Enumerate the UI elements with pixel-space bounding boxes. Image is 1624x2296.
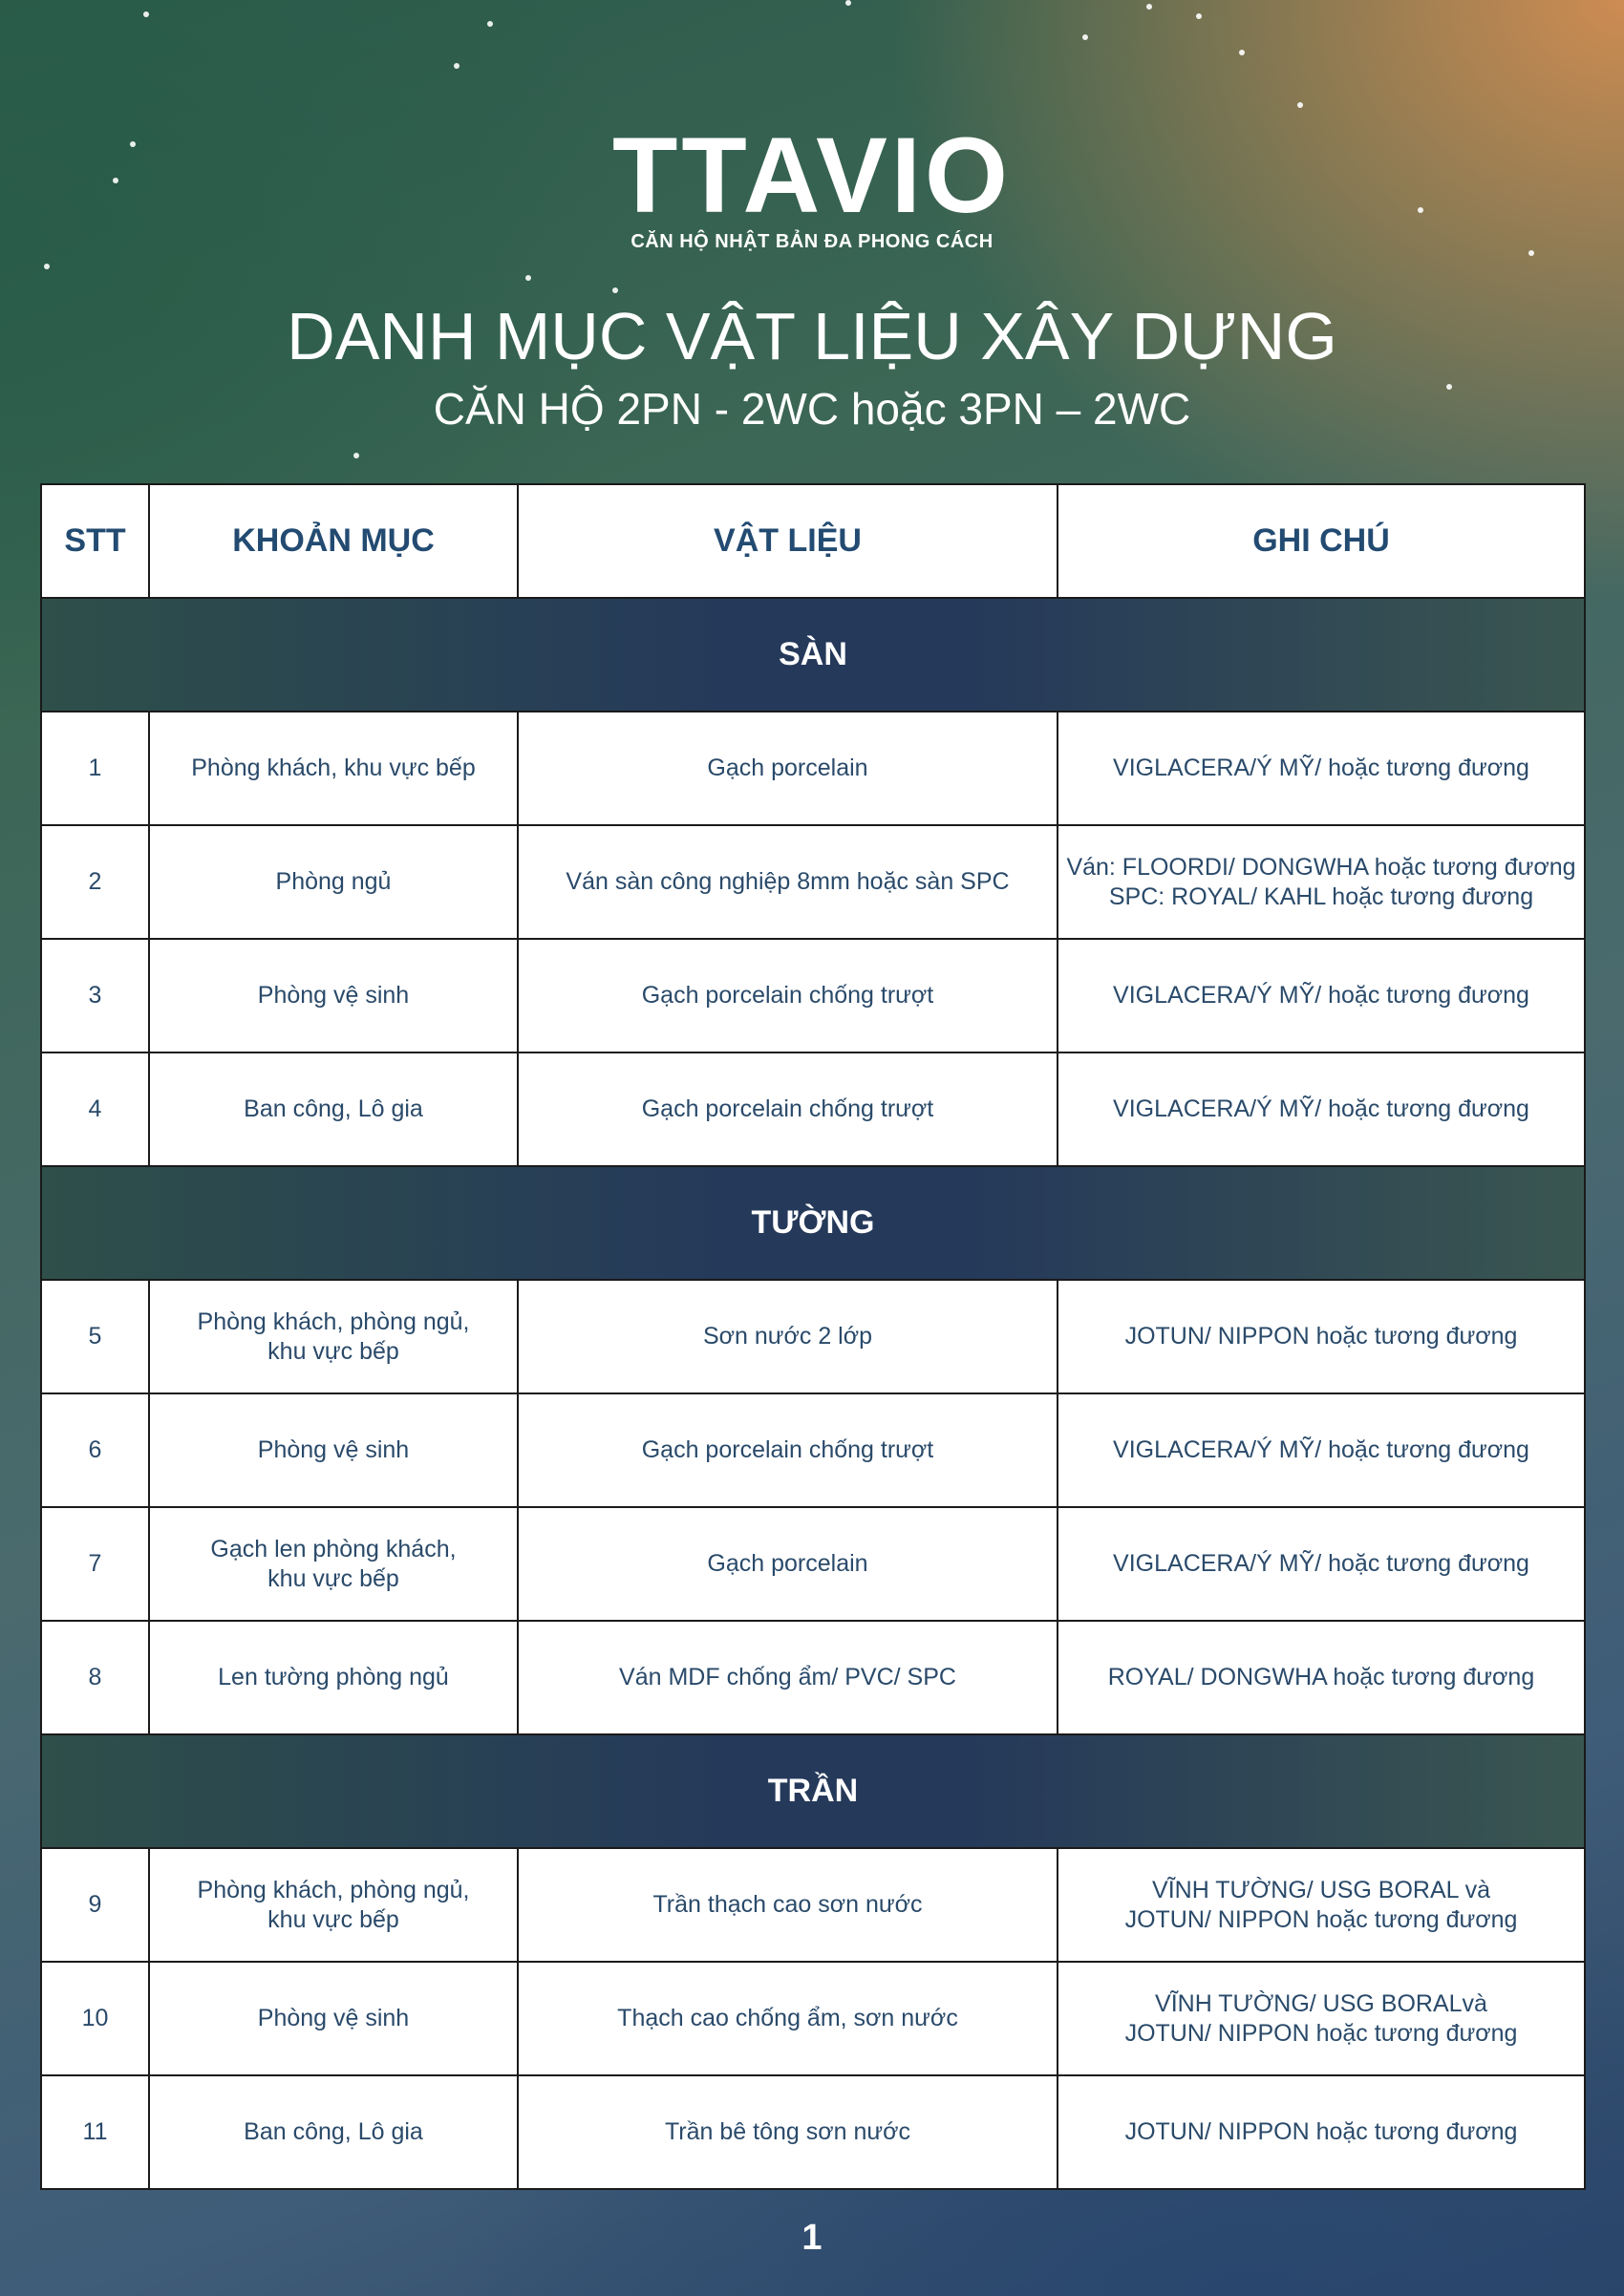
cell-note-line: JOTUN/ NIPPON hoặc tương đương [1124,1323,1518,1350]
cell-item-line: Phòng vệ sinh [257,982,410,1009]
cell-note [1058,712,1585,825]
cell-note [1058,2075,1585,2189]
cell-item-line: Phòng khách, phòng ngủ, [197,1307,470,1335]
table-header-row [41,484,1585,598]
cell-item [149,712,518,825]
cell-material: Gạch porcelain chống trượt [518,1052,1058,1166]
cell-note [1058,1621,1585,1734]
cell-note-line: JOTUN/ NIPPON hoặc tương đương [1124,2019,1518,2047]
cell-stt: 4 [41,1052,149,1166]
cell-material: Trần thạch cao sơn nước [518,1848,1058,1962]
cell-note [1058,1962,1585,2075]
cell-material: Sơn nước 2 lớp [518,1280,1058,1393]
cell-note [1058,939,1585,1052]
cell-stt: 10 [41,1962,149,2075]
cell-note-line: VIGLACERA/Ý MỸ/ hoặc tương đương [1113,755,1529,781]
cell-stt: 2 [41,825,149,939]
cell-stt: 6 [41,1393,149,1507]
cell-note [1058,1280,1585,1393]
cell-material: Gạch porcelain [518,1507,1058,1621]
document-title: DANH MỤC VẬT LIỆU XÂY DỰNG [287,299,1337,373]
table-row [41,939,1585,1052]
cell-material: Thạch cao chống ẩm, sơn nước [518,1962,1058,2075]
cell-material: Trần bê tông sơn nước [518,2075,1058,2189]
cell-note-line: SPC: ROYAL/ KAHL hoặc tương đương [1108,882,1534,910]
table-row [41,1848,1585,1962]
table-row [41,1280,1585,1393]
table-row [41,1621,1585,1734]
cell-note [1058,1393,1585,1507]
cell-material: Ván MDF chống ẩm/ PVC/ SPC [518,1621,1058,1734]
cell-item [149,939,518,1052]
logo-wordmark: TTAVIO [611,116,1013,235]
cell-stt: 11 [41,2075,149,2189]
table-row [41,825,1585,939]
table-row [41,1507,1585,1621]
cell-note [1058,1848,1585,1962]
cell-item-line: Phòng khách, khu vực bếp [191,755,476,781]
page-number: 1 [801,2218,823,2258]
cell-item-line: Ban công, Lô gia [244,1095,423,1122]
section-title: TRẦN [41,1734,1585,1848]
cell-item [149,825,518,939]
cell-item-line: khu vực bếp [267,1564,399,1592]
cell-item [149,1280,518,1393]
brand-logo [0,116,1624,253]
cell-item-line: khu vực bếp [267,1905,399,1933]
cell-stt: 7 [41,1507,149,1621]
cell-note [1058,1052,1585,1166]
cell-stt: 8 [41,1621,149,1734]
cell-note-line: VIGLACERA/Ý MỸ/ hoặc tương đương [1113,1550,1529,1577]
cell-item-line: Phòng khách, phòng ngủ, [197,1876,470,1903]
cell-note-line: VIGLACERA/Ý MỸ/ hoặc tương đương [1113,1095,1529,1122]
cell-note-line: JOTUN/ NIPPON hoặc tương đương [1124,2118,1518,2145]
cell-note-line: Ván: FLOORDI/ DONGWHA hoặc tương đương [1066,853,1576,881]
document-subtitle: CĂN HỘ 2PN - 2WC hoặc 3PN – 2WC [433,384,1191,434]
header-item: KHOẢN MỤC [149,484,518,598]
cell-material: Gạch porcelain [518,712,1058,825]
section-header-row [41,1166,1585,1280]
cell-item [149,1848,518,1962]
table-body [41,598,1585,2189]
header-note: GHI CHÚ [1058,484,1585,598]
header-stt: STT [41,484,149,598]
section-title: TƯỜNG [41,1166,1585,1280]
cell-item [149,1621,518,1734]
cell-material: Gạch porcelain chống trượt [518,939,1058,1052]
cell-note-line: VĨNH TƯỜNG/ USG BORAL và [1152,1876,1490,1903]
cell-note-line: JOTUN/ NIPPON hoặc tương đương [1124,1905,1518,1933]
cell-item [149,1052,518,1166]
header-material: VẬT LIỆU [518,484,1058,598]
table-row [41,712,1585,825]
cell-stt: 1 [41,712,149,825]
materials-table [40,483,1586,2190]
cell-item-line: Phòng vệ sinh [257,1436,410,1463]
section-header-row [41,1734,1585,1848]
table-row [41,1393,1585,1507]
cell-item-line: Len tường phòng ngủ [218,1664,449,1690]
table-row [41,1962,1585,2075]
cell-item [149,1962,518,2075]
cell-item [149,2075,518,2189]
logo-tagline: CĂN HỘ NHẬT BẢN ĐA PHONG CÁCH [630,231,994,252]
cell-item [149,1507,518,1621]
table-row [41,2075,1585,2189]
cell-stt: 3 [41,939,149,1052]
cell-item-line: khu vực bếp [267,1337,399,1365]
cell-item-line: Phòng ngủ [275,868,392,895]
table-row [41,1052,1585,1166]
cell-note-line: VIGLACERA/Ý MỸ/ hoặc tương đương [1113,1436,1529,1463]
cell-material: Gạch porcelain chống trượt [518,1393,1058,1507]
section-title: SÀN [41,598,1585,712]
cell-note-line: VIGLACERA/Ý MỸ/ hoặc tương đương [1113,982,1529,1009]
cell-note [1058,825,1585,939]
cell-item-line: Phòng vệ sinh [257,2005,410,2031]
cell-item-line: Gạch len phòng khách, [210,1535,457,1563]
cell-item [149,1393,518,1507]
cell-material: Ván sàn công nghiệp 8mm hoặc sàn SPC [518,825,1058,939]
cell-stt: 9 [41,1848,149,1962]
section-header-row [41,598,1585,712]
cell-stt: 5 [41,1280,149,1393]
cell-note [1058,1507,1585,1621]
cell-note-line: VĨNH TƯỜNG/ USG BORALvà [1155,1989,1487,2017]
cell-item-line: Ban công, Lô gia [244,2118,423,2145]
cell-note-line: ROYAL/ DONGWHA hoặc tương đương [1107,1664,1535,1690]
